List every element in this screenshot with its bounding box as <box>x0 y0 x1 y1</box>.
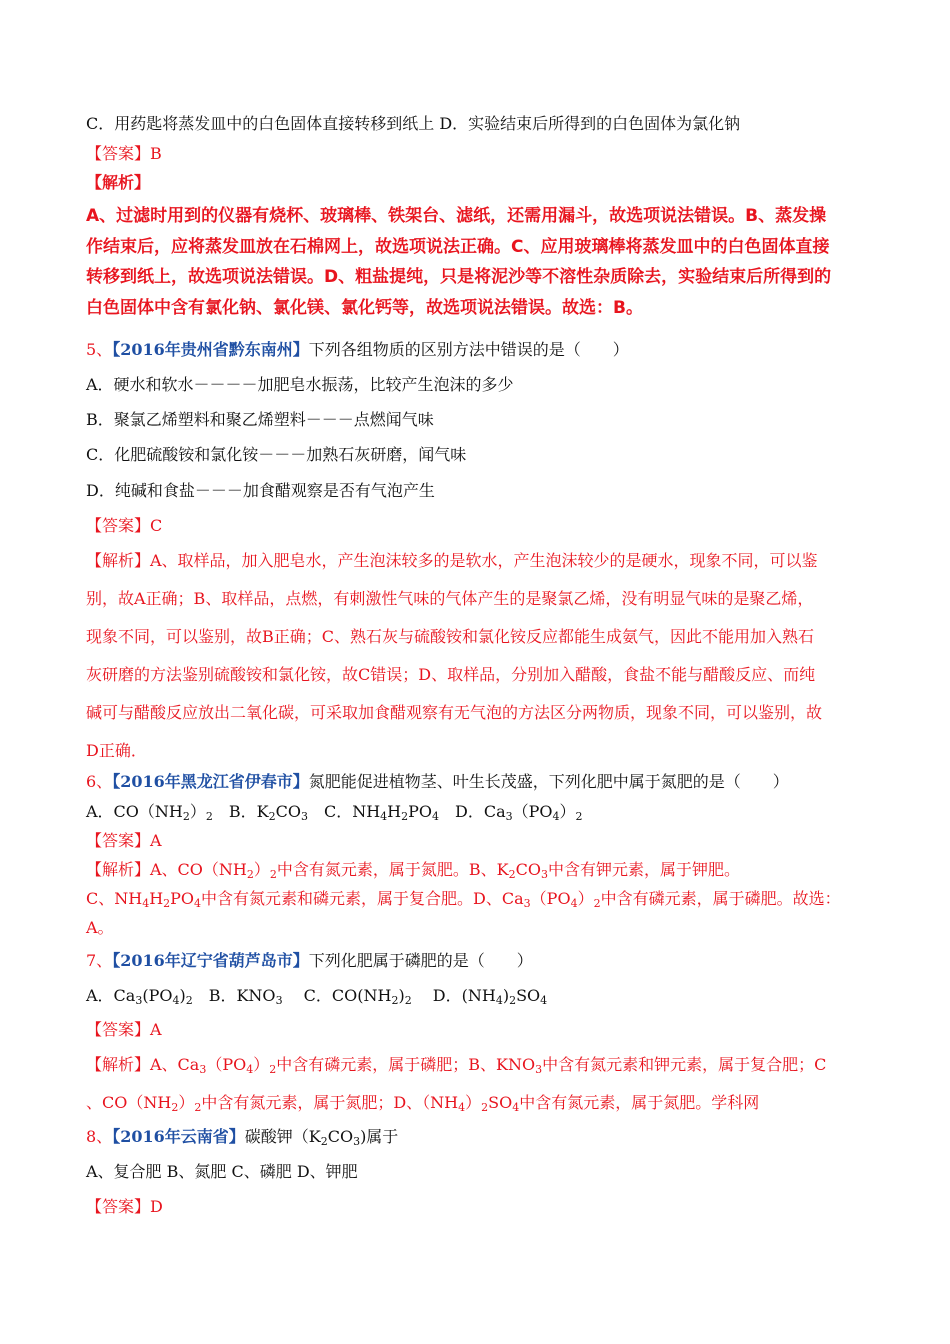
subscript: 4 <box>194 897 202 910</box>
q7-analysis-line <box>86 1054 826 1076</box>
q7-analysis-text: 中含有氮元素，属于氮肥；D、（NH <box>201 1093 459 1112</box>
q8-question: )属于 <box>360 1127 399 1146</box>
q4-analysis-head: 【解析】 <box>86 173 151 192</box>
subscript: 4 <box>458 1101 466 1114</box>
subscript: 4 <box>246 1063 254 1076</box>
q7-option-a: (PO <box>142 986 173 1005</box>
q7-option-a: ) <box>179 986 186 1005</box>
subscript: 2 <box>593 897 601 910</box>
subscript: 4 <box>142 897 150 910</box>
q5-answer: 【答案】C <box>86 516 163 535</box>
q6-number: 6、 <box>86 772 113 791</box>
subscript: 2 <box>404 994 412 1007</box>
q6-analysis-text: H <box>149 889 164 908</box>
q6-analysis-text: 中含有氮元素和磷元素，属于复合肥。D、Ca <box>201 889 524 908</box>
q5-number: 5、 <box>86 340 113 359</box>
subscript: 4 <box>512 1101 520 1114</box>
q6-analysis-text: CO <box>515 860 541 879</box>
q7-analysis-text: SO <box>488 1093 513 1112</box>
subscript: 4 <box>380 810 388 823</box>
q7-stem <box>86 950 533 972</box>
subscript: 2 <box>401 810 409 823</box>
q6-option-c: C．NH <box>307 802 381 821</box>
subscript: 3 <box>353 1135 361 1148</box>
subscript: 3 <box>523 897 531 910</box>
subscript: 2 <box>575 810 583 823</box>
subscript: 2 <box>481 1101 489 1114</box>
q6-stem <box>86 771 789 793</box>
q6-analysis-line: A。 <box>86 918 114 937</box>
q7-answer: 【答案】A <box>86 1020 162 1039</box>
q4-analysis-line: 作结束后，应将蒸发皿放在石棉网上，故选项说法正确。C、应用玻璃棒将蒸发皿中的白色固体直接 <box>86 237 830 257</box>
subscript: 3 <box>540 868 548 881</box>
subscript: 3 <box>505 810 513 823</box>
q7-analysis-text: 中含有磷元素，属于磷肥；B、KNO <box>276 1055 536 1074</box>
q6-options <box>86 801 583 823</box>
q7-option-a: A．Ca <box>86 986 136 1005</box>
q6-source: 【2016年黑龙江省伊春市】 <box>112 772 309 791</box>
subscript: 2 <box>320 1135 328 1148</box>
q6-option-c: PO <box>408 802 433 821</box>
q5-analysis-line: 【解析】A、取样品，加入肥皂水，产生泡沫较多的是软水，产生泡沫较少的是硬水，现象不同，可以鉴 <box>86 551 818 570</box>
subscript: 2 <box>182 810 190 823</box>
subscript: 2 <box>509 994 517 1007</box>
q6-option-d: （PO <box>512 802 553 821</box>
q6-option-c: H <box>387 802 402 821</box>
subscript: 4 <box>552 810 560 823</box>
q6-analysis-line <box>86 859 740 881</box>
subscript: 2 <box>185 994 193 1007</box>
q8-answer: 【答案】D <box>86 1197 163 1216</box>
q7-analysis-line <box>86 1092 759 1114</box>
subscript: 2 <box>194 1101 202 1114</box>
q6-answer: 【答案】A <box>86 831 162 850</box>
q6-analysis-text: ） <box>577 889 594 908</box>
subscript: 2 <box>391 994 399 1007</box>
q5-question: 下列各组物质的区别方法中错误的是（ ） <box>308 340 629 359</box>
q7-analysis-text: ） <box>178 1093 195 1112</box>
q6-analysis-text: 中含有氮元素，属于氮肥。B、K <box>276 860 509 879</box>
q7-analysis-text: ） <box>253 1055 270 1074</box>
q7-option-d: SO <box>516 986 541 1005</box>
subscript: 4 <box>495 994 503 1007</box>
q7-analysis-text: 中含有氮元素，属于氮肥。学科网 <box>519 1093 760 1112</box>
q5-analysis-line: D正确． <box>86 741 147 760</box>
q7-number: 7、 <box>86 951 113 970</box>
q5-stem <box>86 339 629 361</box>
q7-analysis-text: 、CO（NH <box>86 1093 172 1112</box>
q6-option-d: ） <box>559 802 576 821</box>
subscript: 3 <box>135 994 143 1007</box>
subscript: 3 <box>199 1063 207 1076</box>
q7-option-b: B．KNO <box>192 986 276 1005</box>
q6-analysis-line <box>86 888 841 910</box>
q6-analysis-text: C、NH <box>86 889 143 908</box>
q6-option-d: D．Ca <box>439 802 506 821</box>
q5-option-d: D．纯碱和食盐－－－加食醋观察是否有气泡产生 <box>86 481 435 500</box>
q6-analysis-text: （PO <box>530 889 571 908</box>
q5-source: 【2016年贵州省黔东南州】 <box>112 340 309 359</box>
subscript: 2 <box>268 810 276 823</box>
subscript: 3 <box>535 1063 543 1076</box>
q5-option-c: C．化肥硫酸铵和氯化铵－－－加熟石灰研磨，闻气味 <box>86 445 467 464</box>
q6-analysis-text: 中含有钾元素，属于钾肥。 <box>547 860 740 879</box>
subscript: 3 <box>275 994 283 1007</box>
q5-analysis-line: 碱可与醋酸反应放出二氧化碳，可采取加食醋观察有无气泡的方法区分两物质，现象不同，可以鉴别，故 <box>86 703 823 722</box>
q7-analysis-text: 【解析】A、Ca <box>86 1055 200 1074</box>
subscript: 2 <box>269 1063 277 1076</box>
q7-option-c: C．CO(NH <box>282 986 392 1005</box>
q6-analysis-text: PO <box>170 889 195 908</box>
subscript: 2 <box>171 1101 179 1114</box>
q5-analysis-line: 现象不同，可以鉴别，故B正确；C、熟石灰与硫酸铵和氯化铵反应都能生成氨气，因此不能用加入熟石 <box>86 627 815 646</box>
q5-analysis-line: 别，故A正确；B、取样品，点燃，有刺激性气味的气体产生的是聚氯乙烯，没有明显气味的是聚乙烯， <box>86 589 814 608</box>
q4-analysis-line: 转移到纸上，故选项说法错误。D、粗盐提纯，只是将泥沙等不溶性杂质除去，实验结束后所得到的 <box>86 267 832 287</box>
q7-source: 【2016年辽宁省葫芦岛市】 <box>112 951 309 970</box>
q8-number: 8、 <box>86 1127 113 1146</box>
q8-options: A、复合肥 B、氮肥 C、磷肥 D、钾肥 <box>86 1162 358 1181</box>
q8-question: 碳酸钾（K <box>244 1127 321 1146</box>
subscript: 3 <box>300 810 308 823</box>
q4-analysis-line: A、过滤时用到的仪器有烧杯、玻璃棒、铁架台、滤纸，还需用漏斗，故选项说法错误。B、蒸发操 <box>86 206 827 226</box>
q7-analysis-text: 中含有氮元素和钾元素，属于复合肥；C <box>542 1055 827 1074</box>
q7-option-d: ) <box>502 986 510 1005</box>
q4-answer: 【答案】B <box>86 144 162 163</box>
q4-analysis-line: 白色固体中含有氯化钠、氯化镁、氯化钙等，故选项说法错误。故选：B。 <box>86 298 643 318</box>
q6-question: 氮肥能促进植物茎、叶生长茂盛，下列化肥中属于氮肥的是（ ） <box>308 772 789 791</box>
q5-option-a: A．硬水和软水－－－－加肥皂水振荡，比较产生泡沫的多少 <box>86 375 514 394</box>
q4-option-cd: C．用药匙将蒸发皿中的白色固体直接转移到纸上 D．实验结束后所得到的白色固体为氯化钠 <box>86 114 741 133</box>
q6-analysis-text: 中含有磷元素，属于磷肥。故选： <box>600 889 841 908</box>
subscript: 4 <box>172 994 180 1007</box>
q5-analysis-line: 灰研磨的方法鉴别硫酸铵和氯化铵，故C错误；D、取样品，分别加入醋酸，食盐不能与醋酸反应、而纯 <box>86 665 816 684</box>
q8-source: 【2016年云南省】 <box>112 1127 245 1146</box>
subscript: 4 <box>540 994 548 1007</box>
q7-analysis-text: （PO <box>206 1055 247 1074</box>
q6-option-b: CO <box>275 802 301 821</box>
q7-analysis-text: ） <box>465 1093 482 1112</box>
subscript: 2 <box>269 868 277 881</box>
q6-option-b: B．K <box>212 802 269 821</box>
subscript: 4 <box>570 897 578 910</box>
subscript: 2 <box>246 868 254 881</box>
q7-options <box>86 985 547 1007</box>
subscript: 4 <box>432 810 440 823</box>
q6-analysis-text: ） <box>253 860 270 879</box>
subscript: 2 <box>508 868 516 881</box>
q7-option-d: D．(NH <box>411 986 496 1005</box>
q7-question: 下列化肥属于磷肥的是（ ） <box>308 951 533 970</box>
q6-analysis-text: 【解析】A、CO（NH <box>86 860 247 879</box>
q8-stem <box>86 1126 398 1148</box>
q7-option-c: ) <box>398 986 405 1005</box>
q6-option-a: A．CO（NH <box>86 802 183 821</box>
q5-option-b: B．聚氯乙烯塑料和聚乙烯塑料－－－点燃闻气味 <box>86 410 434 429</box>
subscript: 2 <box>205 810 213 823</box>
q8-question: CO <box>327 1127 354 1146</box>
subscript: 2 <box>163 897 171 910</box>
q6-option-a: ） <box>189 802 206 821</box>
